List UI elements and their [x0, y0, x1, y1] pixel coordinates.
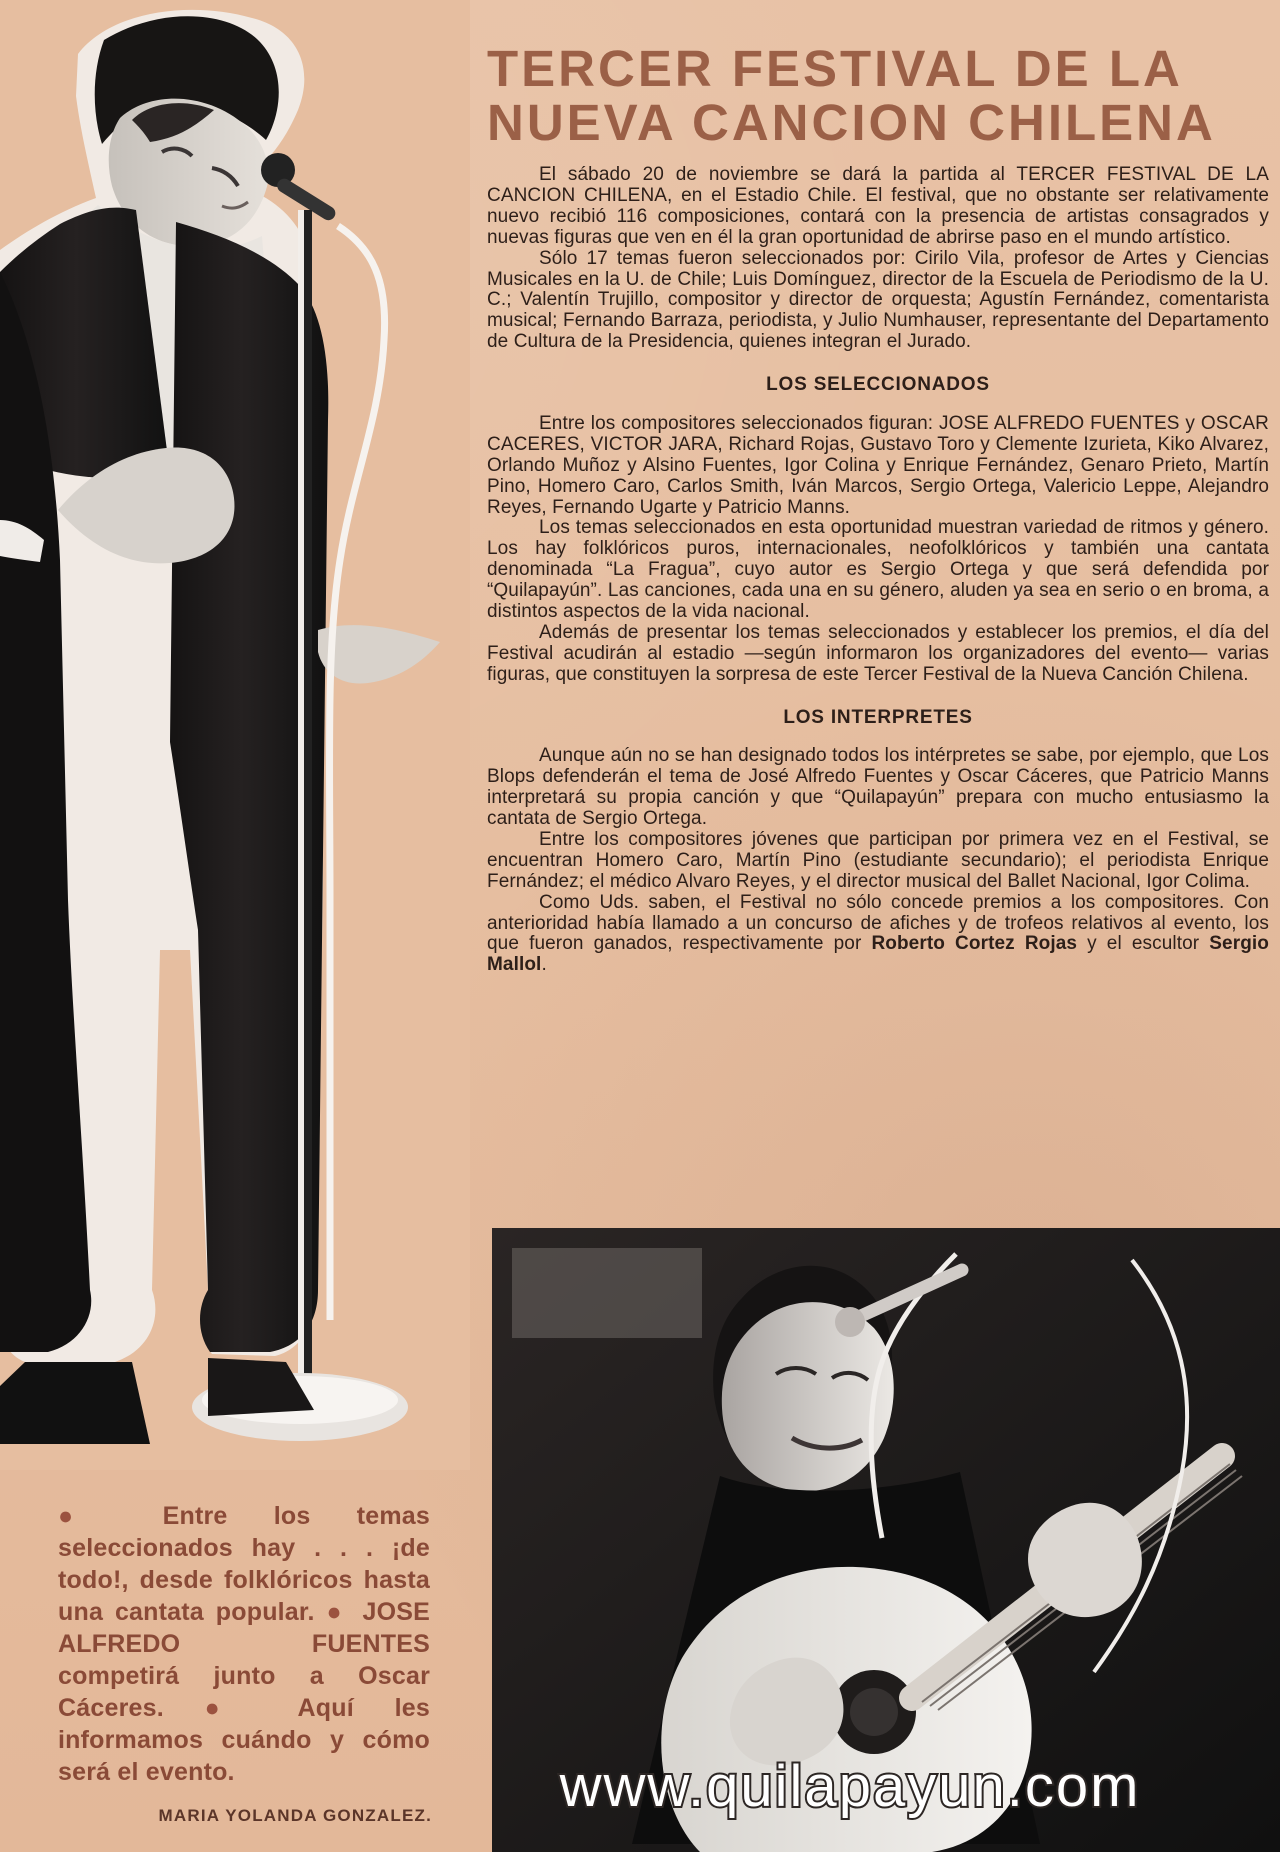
caption-bullet-3: ●	[204, 1694, 254, 1722]
caption-name: JOSE ALFREDO FUENTES	[58, 1598, 430, 1658]
guitarist-singing-photo-icon	[492, 1228, 1280, 1852]
paragraph-8-start: Como Uds. saben, el Festival no sólo concede premios a los compositores. Con anterioridad había llamado a un concurso de afiches y de trofeos relativos al evento, los que fueron ganados, respectivamente por	[487, 891, 1269, 955]
festival-article	[487, 42, 1269, 976]
caption-bullet-1: ●	[58, 1502, 113, 1530]
article-paragraph-5: Además de presentar los temas seleccionados y establecer los premios, el día del Festival acudirán al estadio —según informaron los organizadores del evento— varias figuras, que constituyen la sorpresa de este Tercer Festival de la Nueva Canción Chilena.	[487, 621, 1269, 685]
sculptor-name: Sergio Mallol	[487, 933, 1269, 976]
title-line-1: TERCER FESTIVAL DE LA	[487, 40, 1183, 97]
section-heading-interpreters: LOS INTERPRETES	[783, 706, 973, 728]
article-paragraph-4: Los temas seleccionados en esta oportunidad muestran variedad de ritmos y género. Los hay folklóricos puros, internacionales, neofolklóricos y también una cantata denominada “La Fragua”, cuyo autor es Sergio Ortega y que será defendida por “Quilapayún”. Las canciones, cada una en su género, aluden ya sea en serio o en broma, a distintos aspectos de la vida nacional.	[487, 517, 1269, 623]
paragraph-8-middle: y el escultor	[1077, 933, 1210, 955]
article-paragraph-2: Sólo 17 temas fueron seleccionados por: Cirilo Vila, profesor de Artes y Ciencias Musicales en la U. de Chile; Luis Domínguez, director de la Escuela de Periodismo de la U. C.; Valentín Trujillo, compositor y director de orquesta; Agustín Fernández, comentarista musical; Fernando Barraza, periodista, y Julio Numhauser, representante del Departamento de Cultura de la Presidencia, quienes integran el Jurado.	[487, 247, 1269, 353]
article-title	[487, 42, 1269, 149]
caption-bullet-2: ●	[326, 1598, 347, 1626]
article-paragraph-6: Aunque aún no se han designado todos los intérpretes se sabe, por ejemplo, que Los Blops defenderán el tema de José Alfredo Fuentes y Oscar Cáceres, que Patricio Manns interpretará su propia canción y que “Quilapayún” prepara con mucho entusiasmo la cantata de Sergio Ortega.	[487, 745, 1269, 830]
article-paragraph-1: El sábado 20 de noviembre se dará la partida al TERCER FESTIVAL DE LA CANCION CHILENA, en el Estadio Chile. El festival, que no obstante ser relativamente nuevo recibió 116 composiciones, contará con la presencia de artistas consagrados y nuevas figuras que ven en él la gran oportunidad de abrirse paso en el mundo artístico.	[487, 164, 1269, 248]
article-body	[487, 165, 1269, 976]
photo-caption	[58, 1500, 430, 1788]
article-paragraph-8	[487, 893, 1269, 977]
caption-text-3: Aquí les informamos cuándo y cómo será el evento.	[58, 1694, 430, 1786]
watermark-text: www.quilapayun.com	[559, 1754, 1141, 1819]
author-byline: MARIA YOLANDA GONZALEZ.	[158, 1806, 432, 1825]
caption-text-2: competirá junto a Oscar Cáceres.	[58, 1662, 430, 1722]
caption-text-1: Entre los temas seleccionados hay . . . ¡de todo!, desde folklóricos hasta una cantata popular.	[58, 1502, 430, 1626]
title-line-2: NUEVA CANCION CHILENA	[487, 93, 1216, 151]
poster-winner-name: Roberto Cortez Rojas	[871, 933, 1078, 955]
singer-with-microphone-photo-icon	[0, 0, 470, 1470]
article-paragraph-3: Entre los compositores seleccionados figuran: JOSE ALFREDO FUENTES y OSCAR CACERES, VICTOR JARA, Richard Rojas, Gustavo Toro y Clemente Izurieta, Kiko Alvarez, Orlando Muñoz y Alsino Fuentes, Igor Colina y Enrique Fernández, Genaro Prieto, Martín Pino, Homero Caro, Carlos Smith, Iván Marcos, Sergio Ortega, Valericio Leppe, Alejandro Reyes, Fernando Ugarte y Patricio Manns.	[487, 413, 1269, 518]
paragraph-8-end: .	[541, 954, 547, 976]
article-paragraph-7: Entre los compositores jóvenes que participan por primera vez en el Festival, se encuentran Homero Caro, Martín Pino (estudiante secundario); el periodista Enrique Fernández; el médico Alvaro Reyes, y el director musical del Ballet Nacional, Igor Colima.	[487, 829, 1269, 892]
section-heading-selected: LOS SELECCIONADOS	[766, 374, 990, 396]
